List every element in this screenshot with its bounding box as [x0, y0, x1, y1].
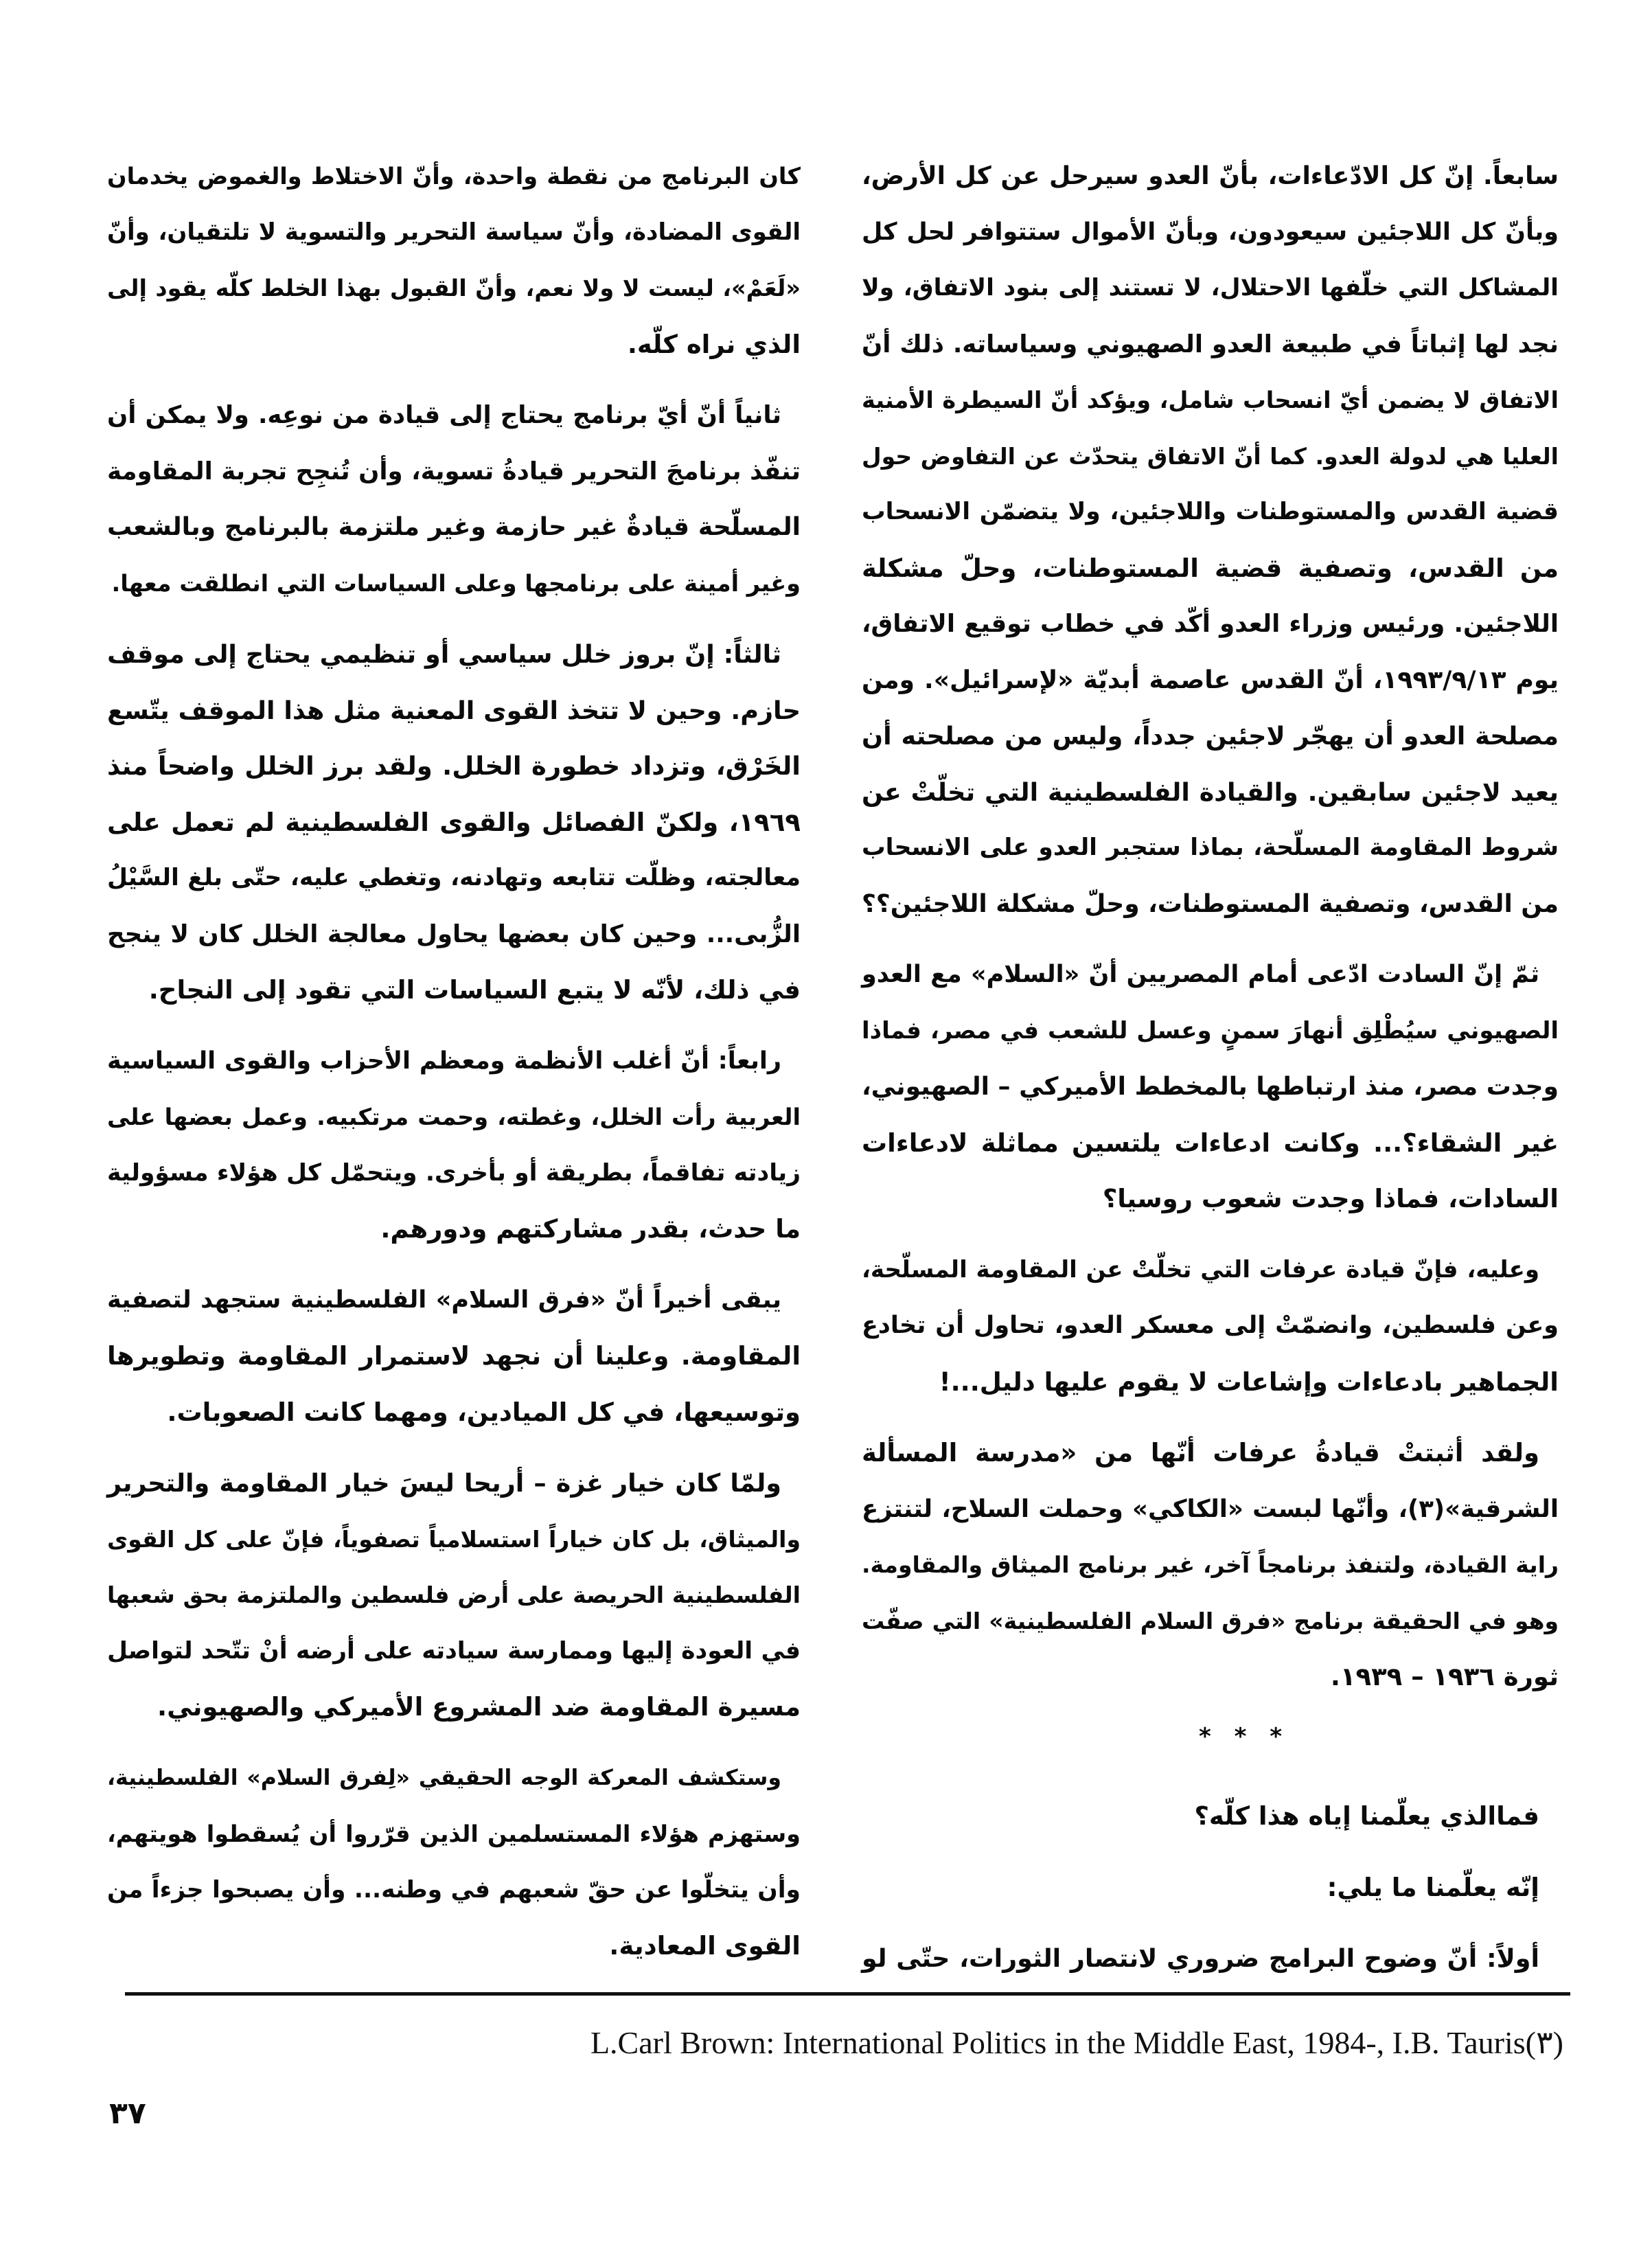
text-line: المقاومة. وعلينا أن نجهد لاستمرار المقاومة وتطويرها	[107, 1341, 801, 1371]
paragraph	[107, 1272, 801, 1441]
paragraph	[107, 387, 801, 611]
text-line: ولقد أثبتتْ قيادةُ عرفات أنّها من «مدرسة المسألة	[862, 1438, 1539, 1468]
text-line: زيادته تفاقماً، بطريقة أو بأخرى. ويتحمّل كل هؤلاء مسؤولية	[107, 1158, 801, 1187]
right-column	[862, 148, 1559, 1987]
text-line: القوى المضادة، وأنّ سياسة التحرير والتسوية لا تلتقيان، وأنّ	[107, 218, 801, 246]
text-line: وستكشف المعركة الوجه الحقيقي «لِفرق السلام» الفلسطينية،	[107, 1765, 781, 1790]
text-line: المسلّحة قيادةٌ غير حازمة وغير ملتزمة بالبرنامج وبالشعب	[107, 513, 801, 541]
text-line: من القدس، وتصفية المستوطنات، وحلّ مشكلة اللاجئين؟؟	[862, 889, 1559, 918]
paragraph	[107, 148, 801, 372]
text-line: وستهزم هؤلاء المستسلمين الذين قرّروا أن يُسقطوا هويتهم،	[107, 1820, 801, 1847]
text-line: العربية رأت الخلل، وغطته، وحمت مرتكبيه. وعمل بعضها على	[107, 1104, 801, 1130]
text-line: الزُّبى... وحين كان بعضها يحاول معالجة الخلل كان لا ينجح	[107, 920, 801, 948]
text-line: السادات، فماذا وجدت شعوب روسيا؟	[1102, 1184, 1559, 1213]
paragraph	[107, 1034, 801, 1257]
page-number: ٣٧	[109, 2096, 146, 2131]
section-separator: * * *	[1198, 1722, 1282, 1750]
text-line: وأن يتخلّوا عن حقّ شعبهم في وطنه... وأن يصبحوا جزءاً من	[107, 1875, 801, 1904]
text-line: إنّه يعلّمنا ما يلي:	[1327, 1872, 1539, 1902]
text-line: القوى المعادية.	[609, 1931, 801, 1961]
text-line: من القدس، وتصفية قضية المستوطنات، وحلّ مشكلة	[862, 553, 1559, 583]
text-line: تنفّذ برنامجَ التحرير قيادةُ تسوية، وأن تُنجِح تجربة المقاومة	[107, 457, 801, 486]
paragraph	[107, 1455, 801, 1735]
paragraph	[862, 148, 1559, 932]
text-line: وعن فلسطين، وانضمّتْ إلى معسكر العدو، تحاول أن تخادع	[862, 1312, 1559, 1339]
text-line: وبأنّ كل اللاجئين سيعودون، وبأنّ الأموال ستتوافر لحل كل	[862, 218, 1559, 246]
paragraph	[862, 1242, 1559, 1411]
text-line: وهو في الحقيقة برنامج «فرق السلام الفلسطينية» التي صفّت	[862, 1607, 1559, 1634]
text-line: ثانياً أنّ أيّ برنامج يحتاج إلى قيادة من نوعِه. ولا يمكن أن	[107, 401, 781, 429]
text-line: المشاكل التي خلّفها الاحتلال، لا تستند إلى بنود الاتفاق، ولا	[862, 274, 1559, 301]
text-line: وعليه، فإنّ قيادة عرفات التي تخلّتْ عن المقاومة المسلّحة،	[862, 1255, 1539, 1283]
text-line: يعيد لاجئين سابقين. والقيادة الفلسطينية التي تخلّتْ عن	[862, 777, 1559, 807]
text-line: ثالثاً: إنّ بروز خلل سياسي أو تنظيمي يحتاج إلى موقف	[107, 639, 781, 669]
text-line: مصلحة العدو أن يهجّر لاجئين جدداً، وليس من مصلحته أن	[862, 721, 1559, 751]
left-column	[107, 148, 801, 1974]
footnote-text: L.Carl Brown: International Politics in the Middle East, 1984-, I.B. Tauris	[590, 2025, 1526, 2060]
text-line: حازم. وحين لا تتخذ القوى المعنية مثل هذا الموقف يتّسع	[107, 695, 801, 725]
text-line: وجدت مصر، منذ ارتباطها بالمخطط الأميركي – الصهيوني،	[862, 1073, 1559, 1101]
text-line: نجد لها إثباتاً في طبيعة العدو الصهيوني وسياساته. ذلك أنّ	[862, 330, 1559, 358]
text-line: «لَعَمْ»، ليست لا ولا نعم، وأنّ القبول بهذا الخلط كلّه يقود إلى	[107, 275, 801, 301]
text-line: في العودة إليها وممارسة سيادته على أرضه أنْ تتّحد لتواصل	[107, 1636, 801, 1665]
text-line: ١٩٦٩، ولكنّ الفصائل والقوى الفلسطينية لم تعمل على	[107, 807, 801, 837]
text-line: يبقى أخيراً أنّ «فرق السلام» الفلسطينية ستجهد لتصفية	[107, 1286, 781, 1314]
text-line: الاتفاق لا يضمن أيّ انسحاب شامل، ويؤكد أنّ السيطرة الأمنية	[862, 387, 1559, 413]
paragraph	[862, 1788, 1559, 1845]
text-line: ما حدث، بقدر مشاركتهم ودورهم.	[380, 1214, 801, 1244]
text-line: الفلسطينية الحريصة على أرض فلسطين والملتزمة بحق شعبها	[107, 1582, 801, 1608]
text-line: الجماهير بادعاءات وإشاعات لا يقوم عليها دليل...!	[939, 1367, 1559, 1397]
text-line: وغير أمينة على برنامجها وعلى السياسات التي انطلقت معها.	[111, 569, 801, 597]
text-line: معالجته، وظلّت تتابعه وتهادنه، وتغطي عليه، حتّى بلغ السَّيْلُ	[107, 864, 801, 891]
text-line: ثمّ إنّ السادت ادّعى أمام المصريين أنّ «السلام» مع العدو	[862, 961, 1539, 988]
text-line: والميثاق، بل كان خياراً استسلامياً تصفوياً، فإنّ على كل القوى	[107, 1525, 801, 1553]
paragraph	[107, 1750, 801, 1974]
paragraph	[107, 626, 801, 1018]
paragraph	[862, 947, 1559, 1227]
text-line: سابعاً. إنّ كل الادّعاءات، بأنّ العدو سيرحل عن كل الأرض،	[862, 162, 1559, 190]
paragraph	[862, 1930, 1559, 1987]
text-line: وتوسيعها، في كل الميادين، ومهما كانت الصعوبات.	[167, 1397, 801, 1427]
text-line: ولمّا كان خيار غزة – أريحا ليسَ خيار المقاومة والتحرير	[107, 1468, 781, 1498]
text-line: الذي نراه كلّه.	[627, 329, 801, 359]
paragraph	[862, 1425, 1559, 1705]
text-line: غير الشقاء؟... وكانت ادعاءات يلتسين مماثلة لادعاءات	[862, 1128, 1559, 1158]
footnote-divider	[125, 1992, 1570, 1996]
text-line: الشرقية»(٣)، وأنّها لبست «الكاكي» وحملت السلاح، لتنتزع	[862, 1494, 1559, 1523]
text-line: في ذلك، لأنّه لا يتبع السياسات التي تقود إلى النجاح.	[148, 975, 801, 1005]
text-line: اللاجئين. ورئيس وزراء العدو أكّد في خطاب توقيع الاتفاق،	[862, 610, 1559, 638]
text-line: مسيرة المقاومة ضد المشروع الأميركي والصهيوني.	[157, 1692, 801, 1722]
text-line: العليا هي لدولة العدو. كما أنّ الاتفاق يتحدّث عن التفاوض حول	[862, 442, 1559, 470]
text-line: فماالذي يعلّمنا إياه هذا كلّه؟	[1194, 1801, 1539, 1831]
text-line: رابعاً: أنّ أغلب الأنظمة ومعظم الأحزاب والقوى السياسية	[107, 1047, 781, 1075]
footnote	[590, 2022, 1563, 2064]
text-line: الصهيوني سيُطْلِق أنهارَ سمنٍ وعسل للشعب في مصر، فماذا	[862, 1016, 1559, 1044]
text-line: شروط المقاومة المسلّحة، بماذا ستجبر العدو على الانسحاب	[862, 834, 1559, 861]
paragraph	[862, 1860, 1559, 1916]
text-line: ثورة ١٩٣٦ – ١٩٣٩.	[1330, 1662, 1559, 1691]
footnote-marker: (٣)	[1525, 2025, 1563, 2060]
text-line: الخَرْق، وتزداد خطورة الخلل. ولقد برز الخلل واضحاً منذ	[107, 751, 801, 781]
text-line: كان البرنامج من نقطة واحدة، وأنّ الاختلاط والغموض يخدمان	[107, 163, 801, 190]
text-line: قضية القدس والمستوطنات واللاجئين، ولا يتضمّن الانسحاب	[862, 498, 1559, 525]
text-line: أولاً: أنّ وضوح البرامج ضروري لانتصار الثورات، حتّى لو	[862, 1943, 1539, 1973]
text-line: راية القيادة، ولتنفذ برنامجاً آخر، غير برنامج الميثاق والمقاومة.	[862, 1551, 1559, 1578]
text-line: يوم ١٣‏/‏٩‏/‏١٩٩٣، أنّ القدس عاصمة أبديّة «لإسرائيل». ومن	[862, 665, 1559, 694]
